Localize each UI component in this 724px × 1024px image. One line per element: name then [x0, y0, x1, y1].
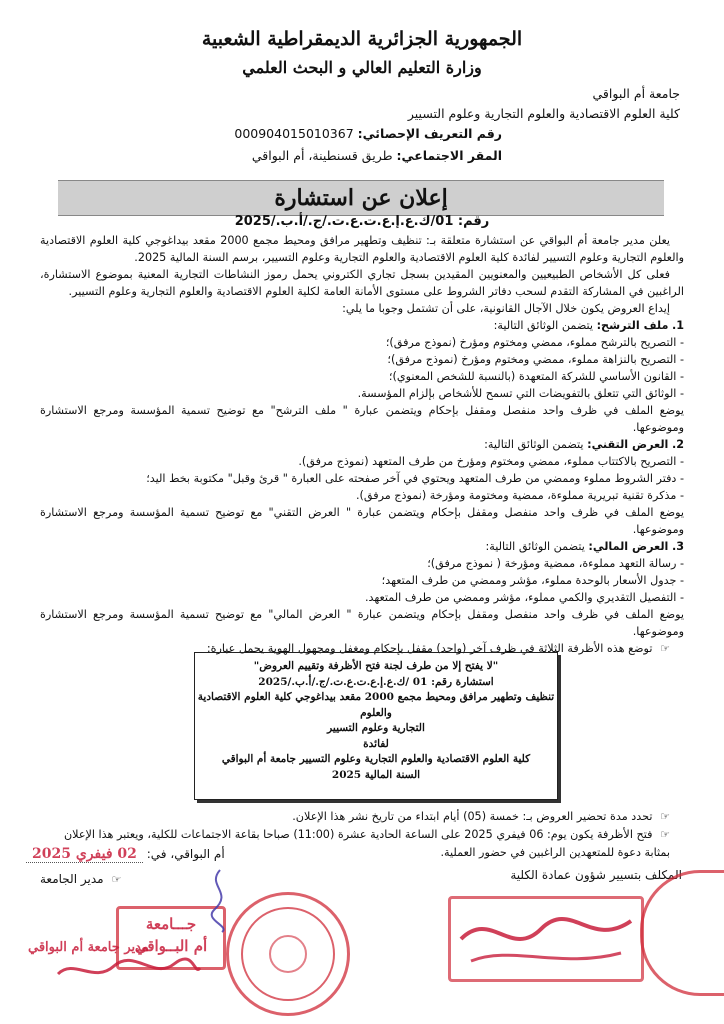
round-stamp-graphic [229, 895, 347, 1013]
list-item: - القانون الأساسي للشركة المتعهدة (بالنسبة للشخص المعنوي)؛ [388, 370, 684, 383]
section-title: العرض التقني: [587, 438, 669, 451]
ministry-header: وزارة التعليم العالي و البحث العلمي [242, 58, 482, 77]
section-title: العرض المالي: [588, 540, 669, 553]
box-line: "لا يفتح إلا من طرف لجنة فتح الأظرفة وتقييم العروض" [253, 660, 499, 672]
stat-id [234, 124, 502, 144]
faculty-round-stamp [640, 870, 724, 996]
section-subtitle: يتضمن الوثائق التالية: [484, 438, 588, 451]
section-heading [40, 538, 684, 555]
stat-id-label: رقم التعريف الإحصائي: [357, 126, 502, 141]
address-value: طريق قسنطينة، أم البواقي [251, 148, 393, 163]
section-closing: يوضع الملف في ظرف واحد منفصل ومقفل بإحكام ويتضمن عبارة " العرض التقني" مع توضيح تسمية المؤسسة ومرجع الاستشارة وموضوعها. [40, 506, 684, 536]
list-item: - الوثائق التي تتعلق بالتفويضات التي تسمح للأشخاص بإلزام المؤسسة. [357, 387, 684, 400]
university-round-stamp [226, 892, 350, 1016]
place-date [26, 846, 225, 862]
university-name: جامعة أم البواقي [592, 86, 680, 101]
announcement-body [40, 232, 684, 657]
intro-paragraph: إيداع العروض يكون خلال الآجال القانونية، على أن تشتمل وجوبا ما يلي: [342, 302, 670, 315]
list-item: - التصريح بالاكتتاب مملوء، ممضي ومختوم ومؤرخ من طرف المتعهد (نموذج مرفق). [298, 455, 684, 468]
faculty-manager-title: المكلف بتسيير شؤون عمادة الكلية [510, 868, 682, 882]
director-name-handwriting [54, 950, 204, 990]
handwritten-date: 02 فيفري 2025 [26, 846, 143, 863]
rect-stamp-text: جـــامعة [145, 915, 197, 933]
place-date-label: أم البواقي، في: [146, 847, 225, 861]
intro-paragraph: يعلن مدير جامعة أم البواقي عن استشارة متعلقة بـ: تنظيف وتطهير مرافق ومحيط مجمع 2000 مقعد بيداغوجي كلية العلوم الاقتصادية والعلوم التجارية وعلوم التسيير لفائدة كلية العلوم الاقتصادية والعلوم التجارية وعلوم التسيير، برسم السنة المالية 2025. [40, 234, 684, 264]
pointing-hand-icon: ☞ [660, 828, 670, 841]
envelope-note-text: توضع هذه الأظرفة الثلاثة في ظرف آخر (واحد) مقفل بإحكام ومغفل ومجهول الهوية يحمل عبارة: [206, 642, 653, 655]
reference-number: رقم: 01/ك.ع.إ.ع.ت.ع.ت./ج./أ.ب./2025 [234, 214, 490, 229]
faculty-signature [451, 899, 641, 979]
director-signature [200, 866, 240, 936]
section-subtitle: يتضمن الوثائق التالية: [485, 540, 589, 553]
stat-id-value: 000904015010367 [234, 126, 354, 141]
director-signed-stamp: مدير جامعة أم البواقي [28, 940, 149, 955]
note-item [44, 808, 670, 826]
box-line: السنة المالية 2025 [331, 768, 421, 781]
section-heading [40, 317, 684, 334]
pointing-hand-icon: ☞ [660, 810, 670, 823]
section-number: 2. [671, 438, 684, 451]
director-title [40, 872, 121, 886]
note-text: تحدد مدة تحضير العروض بـ: خمسة (05) أيام ابتداء من تاريخ نشر هذا الإعلان. [292, 810, 653, 823]
pointing-hand-icon: ☞ [111, 873, 122, 886]
note-text: فتح الأظرفة يكون يوم: 06 فيفري 2025 على الساعة الحادية عشرة (11:00) صباحا بقاعة الاجتماعات للكلية، ويعتبر هذا الإعلان بمثابة دعوة للمتعهدين الراغبين في حضور العملية. [63, 828, 670, 859]
list-item: - دفتر الشروط مملوء وممضي من طرف المتعهد ويحتوي في آخر صفحته على العبارة " قرئ وقبل" مكتوبة بخط اليد؛ [146, 472, 684, 485]
list-item: - التصريح بالترشح مملوء، ممضي ومختوم ومؤرخ (نموذج مرفق)؛ [385, 336, 684, 349]
envelope-label-box [194, 652, 558, 800]
faculty-rect-stamp [448, 896, 644, 982]
faculty-name: كلية العلوم الاقتصادية والعلوم التجارية وعلوم التسيير [407, 106, 680, 121]
section-heading [40, 436, 684, 453]
list-item: - التصريح بالنزاهة مملوء، ممضي ومختوم ومؤرخ (نموذج مرفق)؛ [387, 353, 684, 366]
section-closing: يوضع الملف في ظرف واحد منفصل ومقفل بإحكام ويتضمن عبارة " العرض المالي" مع توضيح تسمية المؤسسة ومرجع الاستشارة وموضوعها. [40, 608, 684, 638]
box-line: التجارية وعلوم التسيير [327, 722, 425, 734]
section-number: 1. [671, 319, 684, 332]
list-item: - التفصيل التقديري والكمي مملوء، مؤشر وممضي من طرف المتعهد. [364, 591, 684, 604]
section-title: ملف الترشح: [596, 319, 669, 332]
address-label: المقر الاجتماعي: [396, 148, 502, 163]
section-closing: يوضع الملف في ظرف واحد منفصل ومقفل بإحكام ويتضمن عبارة " ملف الترشح" مع توضيح تسمية المؤسسة ومرجع الاستشارة وموضوعها. [40, 404, 684, 434]
title-text: إعلان عن استشارة [274, 185, 448, 211]
list-item: - مذكرة تقنية تبريرية مملوءة، ممضية ومختومة ومؤرخة (نموذج مرفق). [355, 489, 684, 502]
address [252, 146, 502, 166]
list-item: - رسالة التعهد مملوءة، ممضية ومؤرخة ( نموذج مرفق)؛ [427, 557, 684, 570]
box-line: كلية العلوم الاقتصادية والعلوم التجارية وعلوم التسيير جامعة أم البواقي [221, 753, 531, 765]
announcement-title [58, 180, 664, 216]
box-line: لفائدة [363, 737, 389, 750]
box-line: تنظيف وتطهير مرافق ومحيط مجمع 2000 مقعد بيداغوجي كلية العلوم الاقتصادية والعلوم [197, 691, 555, 719]
republic-header: الجمهورية الجزائرية الديمقراطية الشعبية [201, 28, 523, 50]
section-subtitle: يتضمن الوثائق التالية: [493, 319, 597, 332]
intro-paragraph: فعلى كل الأشخاص الطبيعيين والمعنويين المقيدين بسجل تجاري الكتروني يحمل رموز النشاطات التجارية المعنية بموضوع الاستشارة، الراغبين في المشاركة التقدم لسحب دفاتر الشروط على مستوى الأمانة العامة لكلية العلوم الاقتصادية والعلوم التجارية وعلوم التسيير. [40, 268, 684, 298]
pointing-hand-icon: ☞ [660, 642, 670, 655]
rect-stamp-text: أم البــواقي [134, 937, 208, 955]
list-item: - جدول الأسعار بالوحدة مملوء، مؤشر وممضي من طرف المتعهد؛ [381, 574, 684, 587]
director-title-text: مدير الجامعة [40, 872, 104, 886]
section-number: 3. [671, 540, 684, 553]
box-line: استشارة رقم: 01 /ك.ع.إ.ع.ت.ع.ت./ج./أ.ب./2025 [258, 675, 494, 688]
